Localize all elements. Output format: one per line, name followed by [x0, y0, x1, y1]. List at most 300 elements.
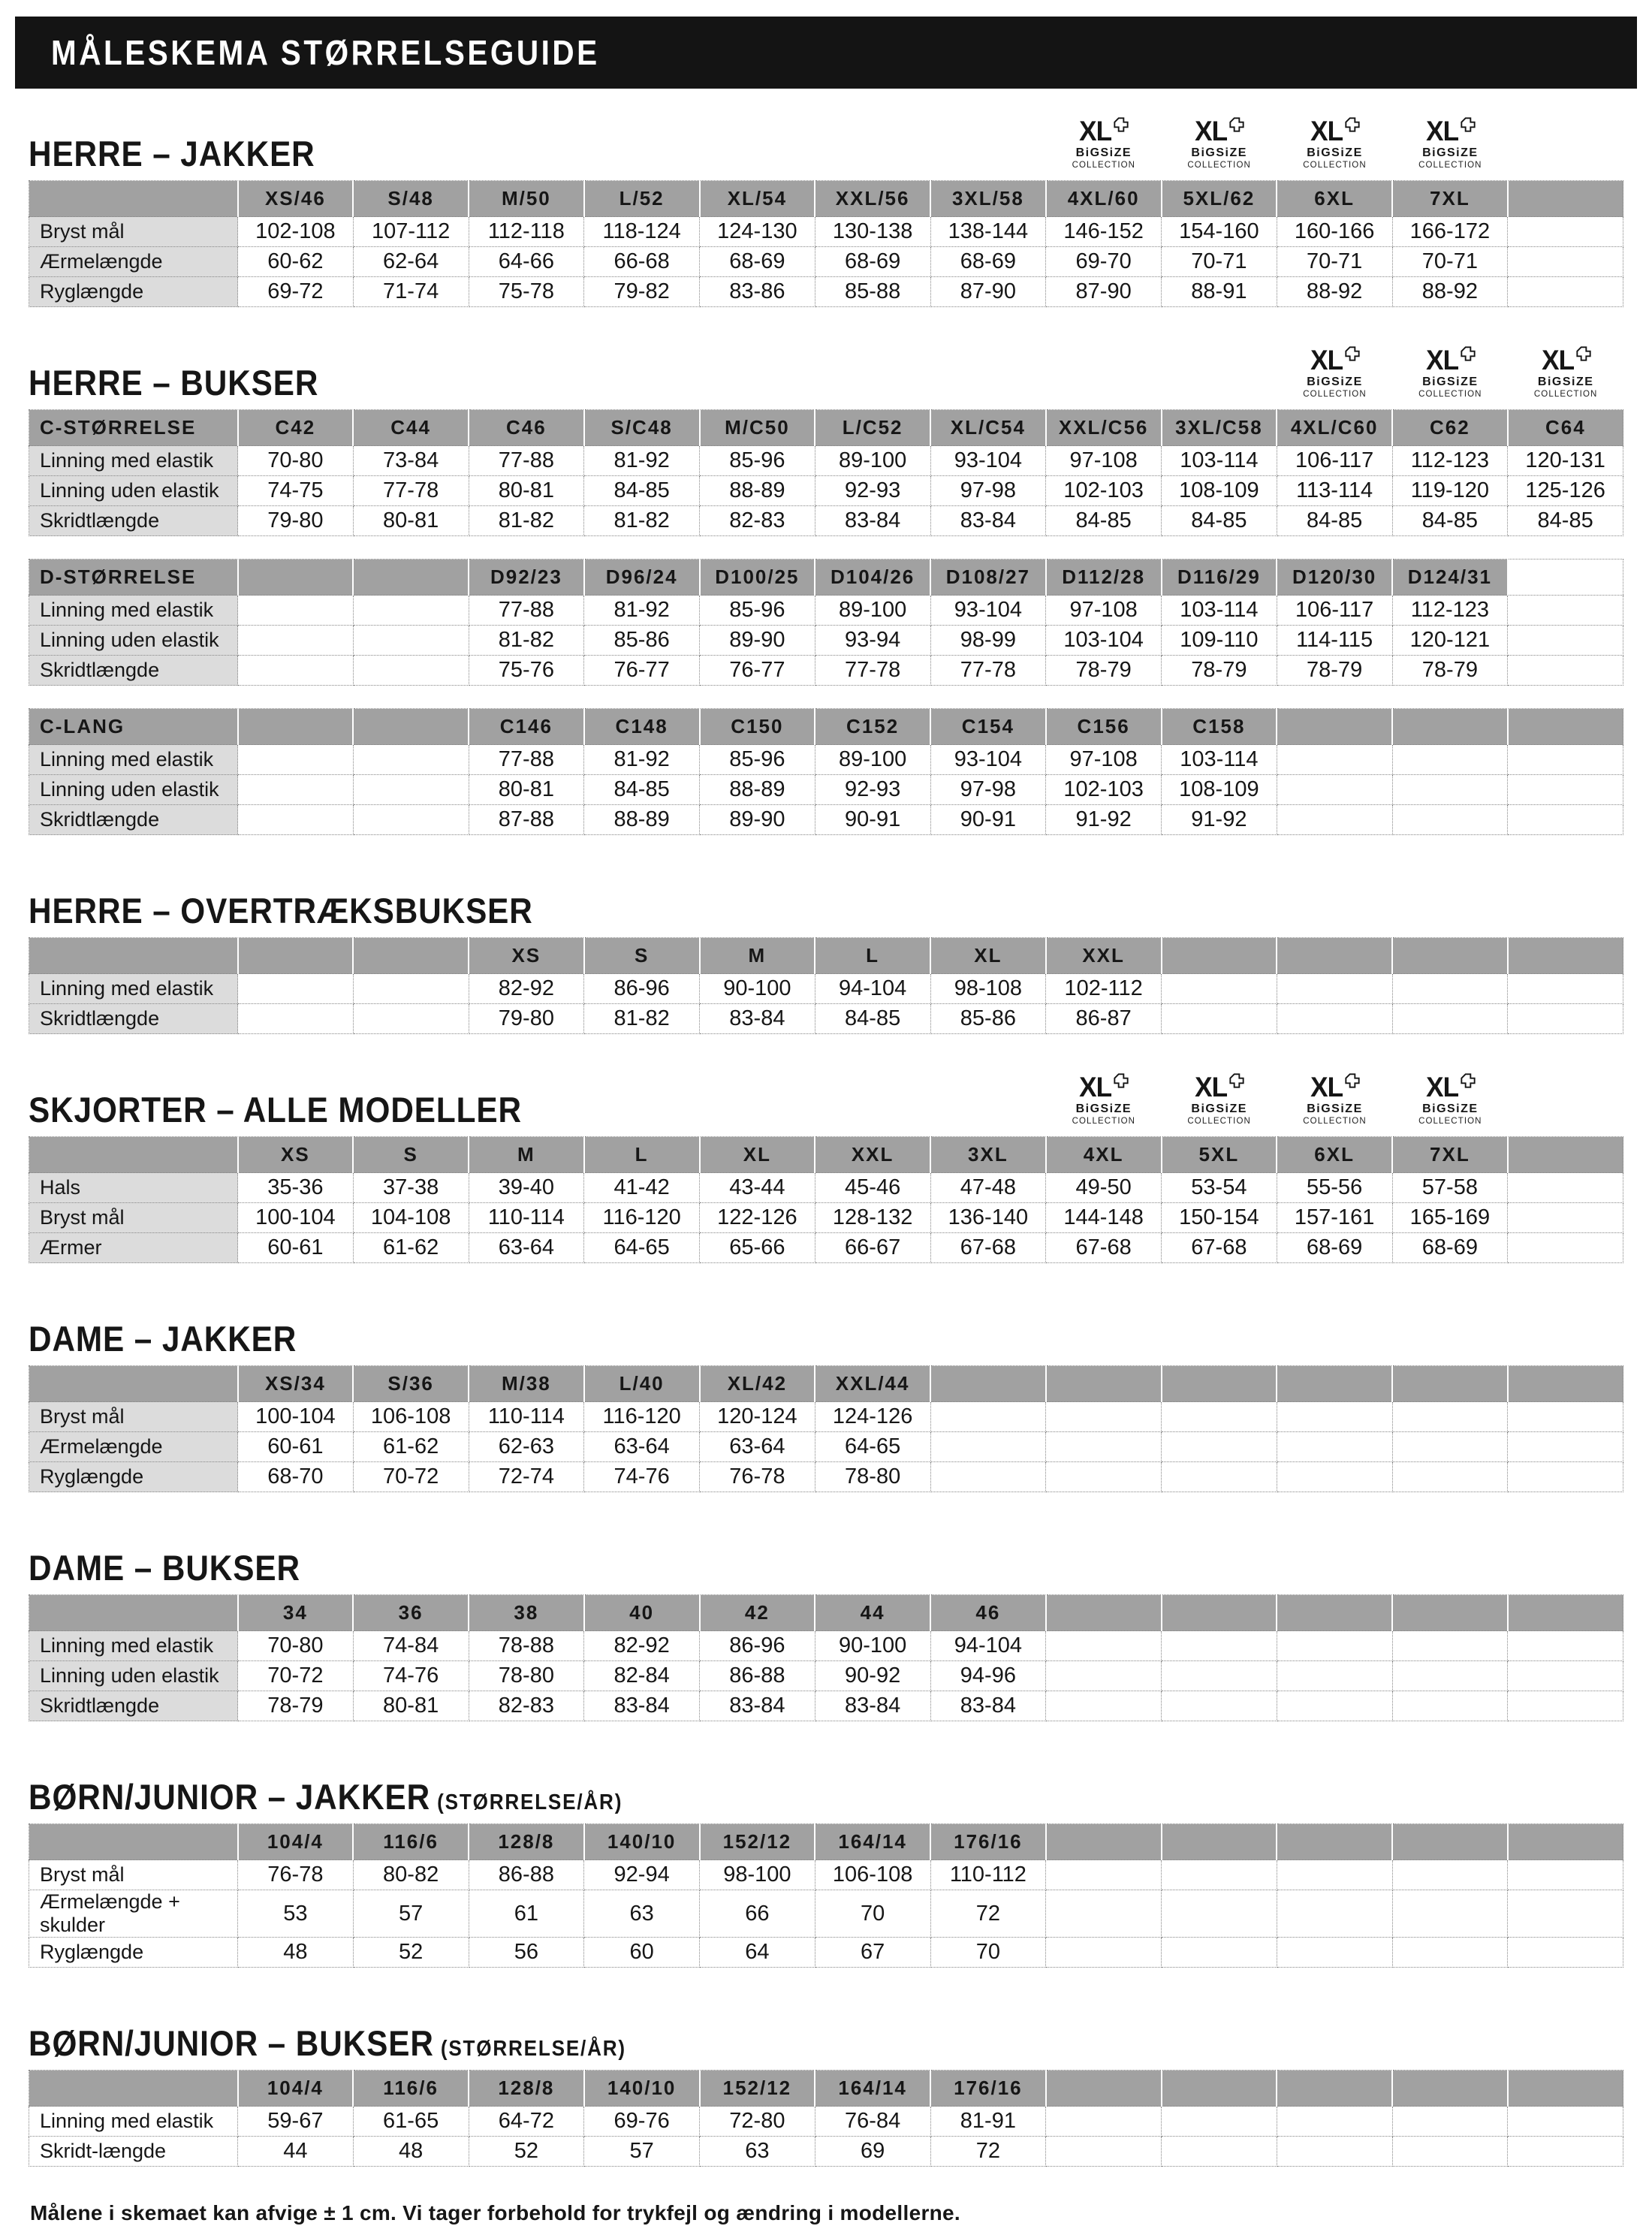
column-header: 6XL [1277, 1137, 1392, 1173]
value-cell: 85-96 [700, 446, 815, 476]
logo-collection-text: COLLECTION [1418, 160, 1482, 170]
size-table-overtraeksbukser [29, 937, 1623, 1034]
column-header: 7XL [1392, 1137, 1508, 1173]
value-cell: 74-75 [238, 476, 354, 506]
plus-icon [1229, 117, 1244, 132]
column-header: 104/4 [238, 2071, 354, 2107]
logo-collection-text: COLLECTION [1303, 389, 1367, 399]
section-title [29, 1090, 577, 1130]
value-cell: 112-123 [1392, 446, 1508, 476]
value-cell [1046, 1691, 1162, 1721]
section-herre-bukser [29, 339, 1623, 835]
section-title-text [29, 363, 319, 403]
column-header: XL/C54 [930, 410, 1046, 446]
corner-label [29, 181, 238, 217]
row-label: Bryst mål [29, 217, 238, 247]
value-cell: 94-104 [815, 974, 930, 1004]
value-cell: 93-104 [930, 745, 1046, 775]
column-header [1162, 2071, 1277, 2107]
table-row [29, 2137, 1623, 2167]
value-cell: 92-94 [584, 1860, 700, 1890]
row-label: Bryst mål [29, 1402, 238, 1432]
section-title-text [29, 2025, 626, 2061]
value-cell: 47-48 [930, 1173, 1046, 1203]
plus-icon [1345, 1073, 1360, 1088]
value-cell: 78-79 [1392, 656, 1508, 686]
value-cell [1508, 1233, 1623, 1263]
page-title: MÅLESKEMA STØRRELSEGUIDE [51, 33, 600, 72]
column-header [1392, 709, 1508, 745]
value-cell [930, 1402, 1046, 1432]
sections [29, 110, 1623, 2167]
column-header [1046, 1366, 1162, 1402]
row-label: Linning uden elastik [29, 1661, 238, 1691]
corner-label [29, 1824, 238, 1860]
section-title-main: SKJORTER – ALLE MODELLER [29, 1090, 522, 1130]
value-cell: 57 [584, 2137, 700, 2167]
table-head [29, 1137, 1623, 1173]
value-cell: 81-92 [584, 446, 700, 476]
value-cell: 90-100 [815, 1631, 930, 1661]
size-table-dame-bukser [29, 1594, 1623, 1721]
row-label: Skridtlængde [29, 805, 238, 835]
value-cell: 75-76 [469, 656, 584, 686]
value-cell [1046, 2137, 1162, 2167]
value-cell: 64 [700, 1938, 815, 1968]
xl-bigsize-logo [1277, 1073, 1393, 1127]
value-cell [1277, 1890, 1392, 1938]
value-cell: 92-93 [815, 476, 930, 506]
value-cell: 94-96 [930, 1661, 1046, 1691]
value-cell: 85-86 [584, 626, 700, 656]
plus-icon [1461, 346, 1476, 361]
value-cell [353, 656, 469, 686]
value-cell: 70-71 [1162, 247, 1277, 277]
plus-icon [1345, 117, 1360, 132]
value-cell: 166-172 [1392, 217, 1508, 247]
value-cell: 67-68 [1162, 1233, 1277, 1263]
header-row [29, 1595, 1623, 1631]
column-header [238, 938, 354, 974]
value-cell [1508, 1890, 1623, 1938]
value-cell: 68-69 [815, 247, 930, 277]
column-header: S/36 [353, 1366, 469, 1402]
value-cell [1392, 1402, 1508, 1432]
value-cell: 67 [815, 1938, 930, 1968]
value-cell [238, 775, 354, 805]
value-cell: 97-98 [930, 476, 1046, 506]
value-cell: 98-99 [930, 626, 1046, 656]
value-cell [1046, 1432, 1162, 1462]
value-cell: 83-84 [815, 506, 930, 536]
value-cell [1277, 805, 1392, 835]
value-cell [1508, 1860, 1623, 1890]
value-cell: 83-84 [584, 1691, 700, 1721]
value-cell: 84-85 [584, 775, 700, 805]
column-header: 7XL [1392, 181, 1508, 217]
table-row [29, 805, 1623, 835]
column-header: D104/26 [815, 560, 930, 596]
table-row [29, 745, 1623, 775]
value-cell [1162, 1691, 1277, 1721]
plus-icon [1461, 117, 1476, 132]
value-cell: 68-70 [238, 1462, 354, 1492]
column-header: S/48 [353, 181, 469, 217]
value-cell: 103-114 [1162, 446, 1277, 476]
row-label: Skridt-længde [29, 2137, 238, 2167]
column-header: C64 [1508, 410, 1623, 446]
table-head [29, 709, 1623, 745]
value-cell: 74-84 [353, 1631, 469, 1661]
logo-xl-text: XL [1195, 115, 1228, 146]
value-cell: 76-77 [584, 656, 700, 686]
value-cell: 98-100 [700, 1860, 815, 1890]
column-header [1508, 1824, 1623, 1860]
value-cell: 79-80 [238, 506, 354, 536]
column-header: 3XL/C58 [1162, 410, 1277, 446]
table-row [29, 217, 1623, 247]
section-head [29, 1066, 1623, 1130]
column-header: D108/27 [930, 560, 1046, 596]
column-header: L [584, 1137, 700, 1173]
value-cell: 86-96 [584, 974, 700, 1004]
value-cell: 85-88 [815, 277, 930, 307]
value-cell: 85-96 [700, 745, 815, 775]
corner-label: C-STØRRELSE [29, 410, 238, 446]
value-cell [1392, 974, 1508, 1004]
corner-label [29, 938, 238, 974]
column-header: 128/8 [469, 1824, 584, 1860]
table-row [29, 1402, 1623, 1432]
value-cell: 80-81 [469, 476, 584, 506]
logo-xl-text: XL [1310, 1071, 1343, 1102]
row-label: Bryst mål [29, 1203, 238, 1233]
section-title [29, 1548, 330, 1588]
value-cell [1392, 1938, 1508, 1968]
value-cell: 81-82 [469, 506, 584, 536]
value-cell: 77-88 [469, 745, 584, 775]
row-label: Linning med elastik [29, 974, 238, 1004]
row-label: Skridtlængde [29, 506, 238, 536]
column-header: M [469, 1137, 584, 1173]
value-cell: 97-108 [1046, 446, 1162, 476]
value-cell: 61-62 [353, 1432, 469, 1462]
value-cell [1508, 1661, 1623, 1691]
section-herre-jakker [29, 110, 1623, 307]
column-header [1392, 1824, 1508, 1860]
column-header: 116/6 [353, 1824, 469, 1860]
value-cell: 89-100 [815, 745, 930, 775]
column-header: C44 [353, 410, 469, 446]
column-header: XXL [815, 1137, 930, 1173]
value-cell: 81-92 [584, 745, 700, 775]
value-cell: 68-69 [1277, 1233, 1392, 1263]
value-cell: 64-72 [469, 2107, 584, 2137]
column-header [353, 560, 469, 596]
value-cell [1392, 1004, 1508, 1034]
value-cell: 83-84 [930, 506, 1046, 536]
value-cell: 70-80 [238, 446, 354, 476]
value-cell: 118-124 [584, 217, 700, 247]
logo-xl-row [1392, 346, 1508, 374]
section-boern-junior-jakker [29, 1753, 1623, 1968]
value-cell: 53-54 [1162, 1173, 1277, 1203]
value-cell [1392, 1631, 1508, 1661]
column-header: XXL/C56 [1046, 410, 1162, 446]
value-cell: 76-78 [238, 1860, 354, 1890]
section-head [29, 339, 1623, 403]
value-cell [1508, 1631, 1623, 1661]
value-cell: 35-36 [238, 1173, 354, 1203]
table-row [29, 1890, 1623, 1938]
value-cell: 70-72 [353, 1462, 469, 1492]
value-cell: 61-65 [353, 2107, 469, 2137]
corner-label [29, 1595, 238, 1631]
value-cell [1277, 745, 1392, 775]
table-head [29, 938, 1623, 974]
value-cell: 80-81 [353, 506, 469, 536]
logo-collection-text: COLLECTION [1187, 1116, 1251, 1126]
value-cell: 100-104 [238, 1402, 354, 1432]
table-row [29, 2107, 1623, 2137]
xl-bigsize-logo [1162, 1073, 1277, 1127]
plus-icon [1345, 346, 1360, 361]
section-title-text [29, 1090, 522, 1130]
value-cell: 119-120 [1392, 476, 1508, 506]
column-header: C148 [584, 709, 700, 745]
value-cell [1046, 2107, 1162, 2137]
value-cell: 83-84 [930, 1691, 1046, 1721]
logo-xl-text: XL [1310, 115, 1343, 146]
value-cell: 128-132 [815, 1203, 930, 1233]
row-label: Ærmer [29, 1233, 238, 1263]
column-header: S [353, 1137, 469, 1173]
value-cell: 53 [238, 1890, 354, 1938]
column-header: 164/14 [815, 2071, 930, 2107]
size-table-boern-jakker [29, 1823, 1623, 1968]
size-table-herre-jakker [29, 180, 1623, 307]
size-table-boern-bukser [29, 2070, 1623, 2167]
value-cell [1508, 2107, 1623, 2137]
size-table-d-stoerrelse [29, 559, 1623, 686]
value-cell: 89-90 [700, 805, 815, 835]
value-cell [1508, 596, 1623, 626]
column-header [1046, 2071, 1162, 2107]
value-cell: 76-84 [815, 2107, 930, 2137]
value-cell: 83-86 [700, 277, 815, 307]
row-label: Skridtlængde [29, 1004, 238, 1034]
row-label: Linning uden elastik [29, 626, 238, 656]
logo-xl-text: XL [1425, 1071, 1458, 1102]
value-cell: 65-66 [700, 1233, 815, 1263]
value-cell [1392, 1462, 1508, 1492]
column-header: 34 [238, 1595, 354, 1631]
table-head [29, 1366, 1623, 1402]
value-cell [1508, 626, 1623, 656]
value-cell: 78-79 [1277, 656, 1392, 686]
value-cell: 90-91 [815, 805, 930, 835]
corner-label [29, 1137, 238, 1173]
value-cell [353, 745, 469, 775]
table-head [29, 410, 1623, 446]
value-cell: 100-104 [238, 1203, 354, 1233]
column-header: 5XL [1162, 1137, 1277, 1173]
logo-collection-text: COLLECTION [1072, 1116, 1136, 1126]
xl-bigsize-logo [1508, 346, 1623, 400]
value-cell: 79-80 [469, 1004, 584, 1034]
value-cell [1277, 1860, 1392, 1890]
value-cell: 81-91 [930, 2107, 1046, 2137]
value-cell: 66-67 [815, 1233, 930, 1263]
value-cell [1162, 2107, 1277, 2137]
value-cell: 89-100 [815, 446, 930, 476]
value-cell: 84-85 [1392, 506, 1508, 536]
value-cell: 120-121 [1392, 626, 1508, 656]
value-cell: 59-67 [238, 2107, 354, 2137]
value-cell: 39-40 [469, 1173, 584, 1203]
value-cell: 124-130 [700, 217, 815, 247]
value-cell: 70 [815, 1890, 930, 1938]
value-cell [1277, 1661, 1392, 1691]
logo-xl-text: XL [1310, 344, 1343, 376]
section-head [29, 1753, 1623, 1817]
value-cell: 48 [353, 2137, 469, 2167]
value-cell: 62-63 [469, 1432, 584, 1462]
table-row [29, 1203, 1623, 1233]
table-head [29, 181, 1623, 217]
value-cell: 87-90 [930, 277, 1046, 307]
value-cell [1508, 277, 1623, 307]
value-cell [1162, 2137, 1277, 2167]
logo-xl-row [1277, 117, 1393, 145]
column-header: C150 [700, 709, 815, 745]
value-cell: 68-69 [700, 247, 815, 277]
table-row [29, 974, 1623, 1004]
table-row [29, 656, 1623, 686]
top-banner [15, 17, 1637, 89]
table-body [29, 1860, 1623, 1968]
logo-bigsize-text: BiGSiZE [1075, 146, 1132, 159]
value-cell: 60-61 [238, 1432, 354, 1462]
column-header [1508, 938, 1623, 974]
logo-collection-text: COLLECTION [1418, 1116, 1482, 1126]
value-cell: 77-78 [815, 656, 930, 686]
column-header [1392, 938, 1508, 974]
section-title-main: HERRE – BUKSER [29, 363, 319, 403]
value-cell [1162, 1631, 1277, 1661]
column-header: D112/28 [1046, 560, 1162, 596]
value-cell: 120-124 [700, 1402, 815, 1432]
value-cell: 84-85 [815, 1004, 930, 1034]
value-cell: 136-140 [930, 1203, 1046, 1233]
column-header: S [584, 938, 700, 974]
value-cell [1162, 1661, 1277, 1691]
value-cell: 138-144 [930, 217, 1046, 247]
column-header [1277, 1824, 1392, 1860]
value-cell [353, 775, 469, 805]
value-cell [1162, 1432, 1277, 1462]
value-cell: 78-80 [815, 1462, 930, 1492]
column-header [1508, 2071, 1623, 2107]
value-cell: 63 [700, 2137, 815, 2167]
table-body [29, 1631, 1623, 1721]
row-label: Ærmelængde + skulder [29, 1890, 238, 1938]
value-cell: 69-70 [1046, 247, 1162, 277]
value-cell: 165-169 [1392, 1203, 1508, 1233]
value-cell: 82-83 [469, 1691, 584, 1721]
value-cell: 77-88 [469, 446, 584, 476]
column-header: 4XL/C60 [1277, 410, 1392, 446]
corner-label: C-LANG [29, 709, 238, 745]
table-body [29, 446, 1623, 536]
table-row [29, 1233, 1623, 1263]
value-cell: 68-69 [930, 247, 1046, 277]
column-header: 6XL [1277, 181, 1392, 217]
value-cell: 67-68 [1046, 1233, 1162, 1263]
column-header: C42 [238, 410, 354, 446]
value-cell: 78-79 [238, 1691, 354, 1721]
section-title-text [29, 136, 315, 171]
section-title-suffix: (STØRRELSE/ÅR) [433, 2037, 626, 2061]
logo-bigsize-text: BiGSiZE [1422, 1102, 1479, 1115]
row-label: Linning med elastik [29, 1631, 238, 1661]
logo-bigsize-text: BiGSiZE [1537, 375, 1594, 388]
value-cell: 88-92 [1277, 277, 1392, 307]
size-table-skjorter [29, 1136, 1623, 1263]
value-cell [1508, 775, 1623, 805]
value-cell: 106-117 [1277, 596, 1392, 626]
value-cell: 107-112 [353, 217, 469, 247]
section-boern-junior-bukser [29, 1999, 1623, 2167]
section-title-main: HERRE – JAKKER [29, 134, 315, 173]
value-cell: 84-85 [1046, 506, 1162, 536]
column-header: C158 [1162, 709, 1277, 745]
column-header: 116/6 [353, 2071, 469, 2107]
value-cell [1046, 1860, 1162, 1890]
column-header: XXL/56 [815, 181, 930, 217]
column-header [1277, 938, 1392, 974]
table-head [29, 1824, 1623, 1860]
value-cell: 84-85 [1508, 506, 1623, 536]
value-cell: 78-80 [469, 1661, 584, 1691]
value-cell [238, 596, 354, 626]
table-row [29, 277, 1623, 307]
column-header [1277, 1595, 1392, 1631]
value-cell: 63-64 [584, 1432, 700, 1462]
value-cell: 57-58 [1392, 1173, 1508, 1203]
value-cell: 44 [238, 2137, 354, 2167]
value-cell: 86-87 [1046, 1004, 1162, 1034]
column-header: 46 [930, 1595, 1046, 1631]
value-cell: 98-108 [930, 974, 1046, 1004]
value-cell [238, 974, 354, 1004]
xl-bigsize-logo [1392, 346, 1508, 400]
value-cell [238, 626, 354, 656]
value-cell [1508, 247, 1623, 277]
column-header [1392, 1595, 1508, 1631]
value-cell [1277, 1631, 1392, 1661]
table-row [29, 1631, 1623, 1661]
column-header: D124/31 [1392, 560, 1508, 596]
value-cell: 81-82 [469, 626, 584, 656]
value-cell: 88-89 [700, 775, 815, 805]
value-cell: 113-114 [1277, 476, 1392, 506]
logo-xl-text: XL [1425, 344, 1458, 376]
value-cell [1162, 974, 1277, 1004]
table-row [29, 506, 1623, 536]
value-cell: 116-120 [584, 1402, 700, 1432]
column-header: D92/23 [469, 560, 584, 596]
